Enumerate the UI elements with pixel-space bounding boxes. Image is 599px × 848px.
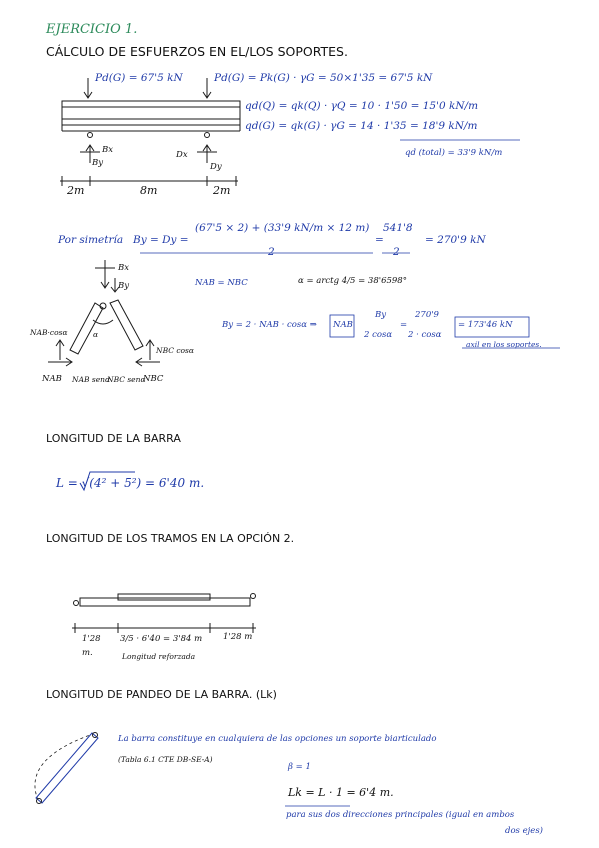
by-eq-lhs: By = 2 · NAB · cosα ⇒: [222, 320, 317, 330]
load-right-label: Pd(G) = Pk(G) · γG = 50×1'35 = 67'5 kN: [214, 72, 433, 84]
segment-left: 1'28: [82, 634, 101, 644]
frac-by-num: By: [375, 310, 387, 320]
bx-label: Bx: [102, 145, 114, 155]
beta-value: β = 1: [288, 762, 311, 772]
symmetry-label: Por simetría: [58, 234, 124, 246]
dx-label: Dx: [176, 150, 188, 160]
symmetry-frac2-den: 2: [393, 246, 400, 258]
alpha-label: α: [93, 330, 99, 339]
nab-sen: NAB senα: [72, 375, 111, 384]
segment-drawing: [72, 594, 256, 634]
alpha-eq: α = arctg 4/5 = 38'6598°: [298, 276, 407, 286]
dim-right: 2m: [213, 184, 231, 197]
dim-mid: 8m: [140, 184, 158, 197]
symmetry-den: 2: [268, 246, 275, 258]
lk-value: Lk = L · 1 = 6'4 m.: [288, 786, 394, 799]
length-formula: L = √(4² + 5²) = 6'40 m.: [56, 476, 205, 490]
length-heading: LONGITUD DE LA BARRA: [46, 432, 181, 445]
buckling-text-2: (Tabla 6.1 CTE DB-SE-A): [118, 755, 213, 764]
segment-mid-note: Longitud reforzada: [122, 652, 196, 661]
q-line-1: qd(Q) = qk(Q) · γQ = 10 · 1'50 = 15'0 kN/m: [245, 100, 479, 112]
buckling-text-4: dos ejes): [505, 826, 543, 836]
q-line-2: qd(G) = qk(G) · γG = 14 · 1'35 = 18'9 kN/m: [245, 120, 478, 132]
segment-left-unit: m.: [82, 648, 93, 658]
symmetry-result: = 270'9 kN: [425, 234, 486, 246]
nbc-cos: NBC cosα: [156, 346, 194, 355]
nab-result: = 173'46 kN: [458, 320, 513, 330]
frac-num-2: 270'9: [415, 310, 439, 320]
symmetry-lhs: By = Dy =: [133, 234, 189, 246]
segment-mid: 3/5 · 6'40 = 3'84 m: [120, 634, 203, 644]
buckling-heading: LONGITUD DE PANDEO DE LA BARRA. (Lk): [46, 688, 277, 701]
exercise-subtitle: CÁLCULO DE ESFUERZOS EN EL/LOS SOPORTES.: [46, 44, 348, 59]
node-drawing: [48, 260, 160, 366]
exercise-title: EJERCICIO 1.: [46, 22, 138, 37]
nbc-label: NBC: [143, 374, 164, 384]
nab-cos: NAB·cosα: [30, 328, 68, 337]
by-label: By: [92, 158, 104, 168]
axil-note: axil en los soportes.: [466, 340, 542, 349]
frac-den-2: 2 · cosα: [408, 330, 442, 340]
node-by: By: [118, 281, 130, 291]
q-total: qd (total) = 33'9 kN/m: [405, 148, 503, 158]
nab-boxed: NAB: [333, 320, 353, 330]
buckling-text-3: para sus dos direcciones principales (igual en ambos: [286, 810, 515, 820]
symmetry-frac2-num: 541'8: [383, 222, 413, 234]
load-left-label: Pd(G) = 67'5 kN: [95, 72, 183, 84]
nbc-sen: NBC senα: [107, 375, 146, 384]
symmetry-num: (67'5 × 2) + (33'9 kN/m × 12 m): [195, 222, 370, 234]
frac-by-den: 2 cosα: [364, 330, 393, 340]
segments-heading: LONGITUD DE LOS TRAMOS EN LA OPCIÓN 2.: [46, 532, 295, 545]
buckling-text-1: La barra constituye en cualquiera de las opciones un soporte biarticulado: [118, 734, 437, 744]
segment-right: 1'28 m: [223, 632, 253, 642]
dy-label: Dy: [210, 162, 222, 172]
dim-left: 2m: [67, 184, 85, 197]
node-bx: Bx: [118, 263, 130, 273]
nab-label: NAB: [42, 374, 62, 384]
nab-eq-nbc: NAB = NBC: [195, 278, 248, 288]
